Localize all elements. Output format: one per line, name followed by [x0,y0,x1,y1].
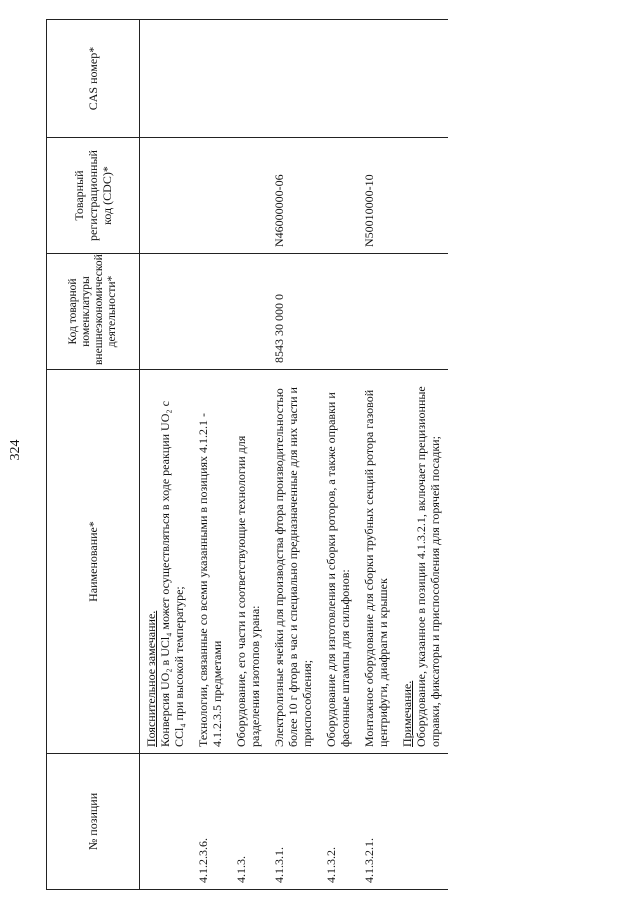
row-position [140,754,193,890]
goods-table [46,19,448,890]
note-text: Оборудование, указанное в позиции 4.1.3.2.1, включает прецизионные оправки, фиксаторы и приспособления для горячей посадки; [414,386,442,747]
table-row [192,20,230,890]
row-tnved [358,254,448,370]
row-cas [192,20,230,138]
row-tnved [140,254,193,370]
header-cas: CAS номер* [47,20,140,138]
table-row [358,20,448,890]
row-name: Электролизные ячейки для производства фтора производительностью более 10 г фтора в час и специально предназначенные для них части и приспособления; [268,370,320,754]
row-name-text: Монтажное оборудование для сборки трубных секций ротора газовой центрифуги, диафрагм и крышек [362,389,390,747]
row-position: 4.1.3.1. [268,754,320,890]
row-name: Оборудование для изготовления и сборки роторов, а также оправки и фасонные штампы для сильфонов: [320,370,358,754]
row-position: 4.1.3.2.1. [358,754,448,890]
header-name: Наименование* [47,370,140,754]
row-tnved: 8543 30 000 0 [268,254,320,370]
row-cas [320,20,358,138]
row-tnved [192,254,230,370]
row-tnved [230,254,268,370]
row-cdc [192,138,230,254]
explanatory-note-title: Пояснительное замечание. [144,610,158,747]
note-title: Примечание. [400,680,414,747]
row-cas [268,20,320,138]
row-cdc: N46000000-06 [268,138,320,254]
row-name: Оборудование, его части и соответствующие технологии для разделения изотопов урана: [230,370,268,754]
header-position-no: № позиции [47,754,140,890]
table-row [320,20,358,890]
row-cdc: N50010000-10 [358,138,448,254]
table-row [268,20,320,890]
page-number: 324 [8,439,23,461]
row-cas [230,20,268,138]
row-cas [140,20,193,138]
header-cdc: Товарный регистрационный код (CDC)* [47,138,140,254]
table-row [140,20,193,890]
row-position: 4.1.3.2. [320,754,358,890]
table-row [230,20,268,890]
header-tnved-code: Код товарной номенклатуры внешнеэкономической деятельности* [47,254,140,370]
row-name [358,370,448,754]
row-cdc [230,138,268,254]
row-tnved [320,254,358,370]
row-position: 4.1.3. [230,754,268,890]
row-name-text: Конверсия UO₂ в UCl₄ может осуществляться в ходе реакции UO₂ с CCl₄ при высокой температуре; [158,401,186,747]
row-cdc [140,138,193,254]
row-cdc [320,138,358,254]
row-name [140,370,193,754]
row-cas [358,20,448,138]
row-name: Технологии, связанные со всеми указанными в позициях 4.1.2.1 - 4.1.2.3.5 предметами [192,370,230,754]
table-header-row [47,20,140,890]
row-position: 4.1.2.3.6. [192,754,230,890]
